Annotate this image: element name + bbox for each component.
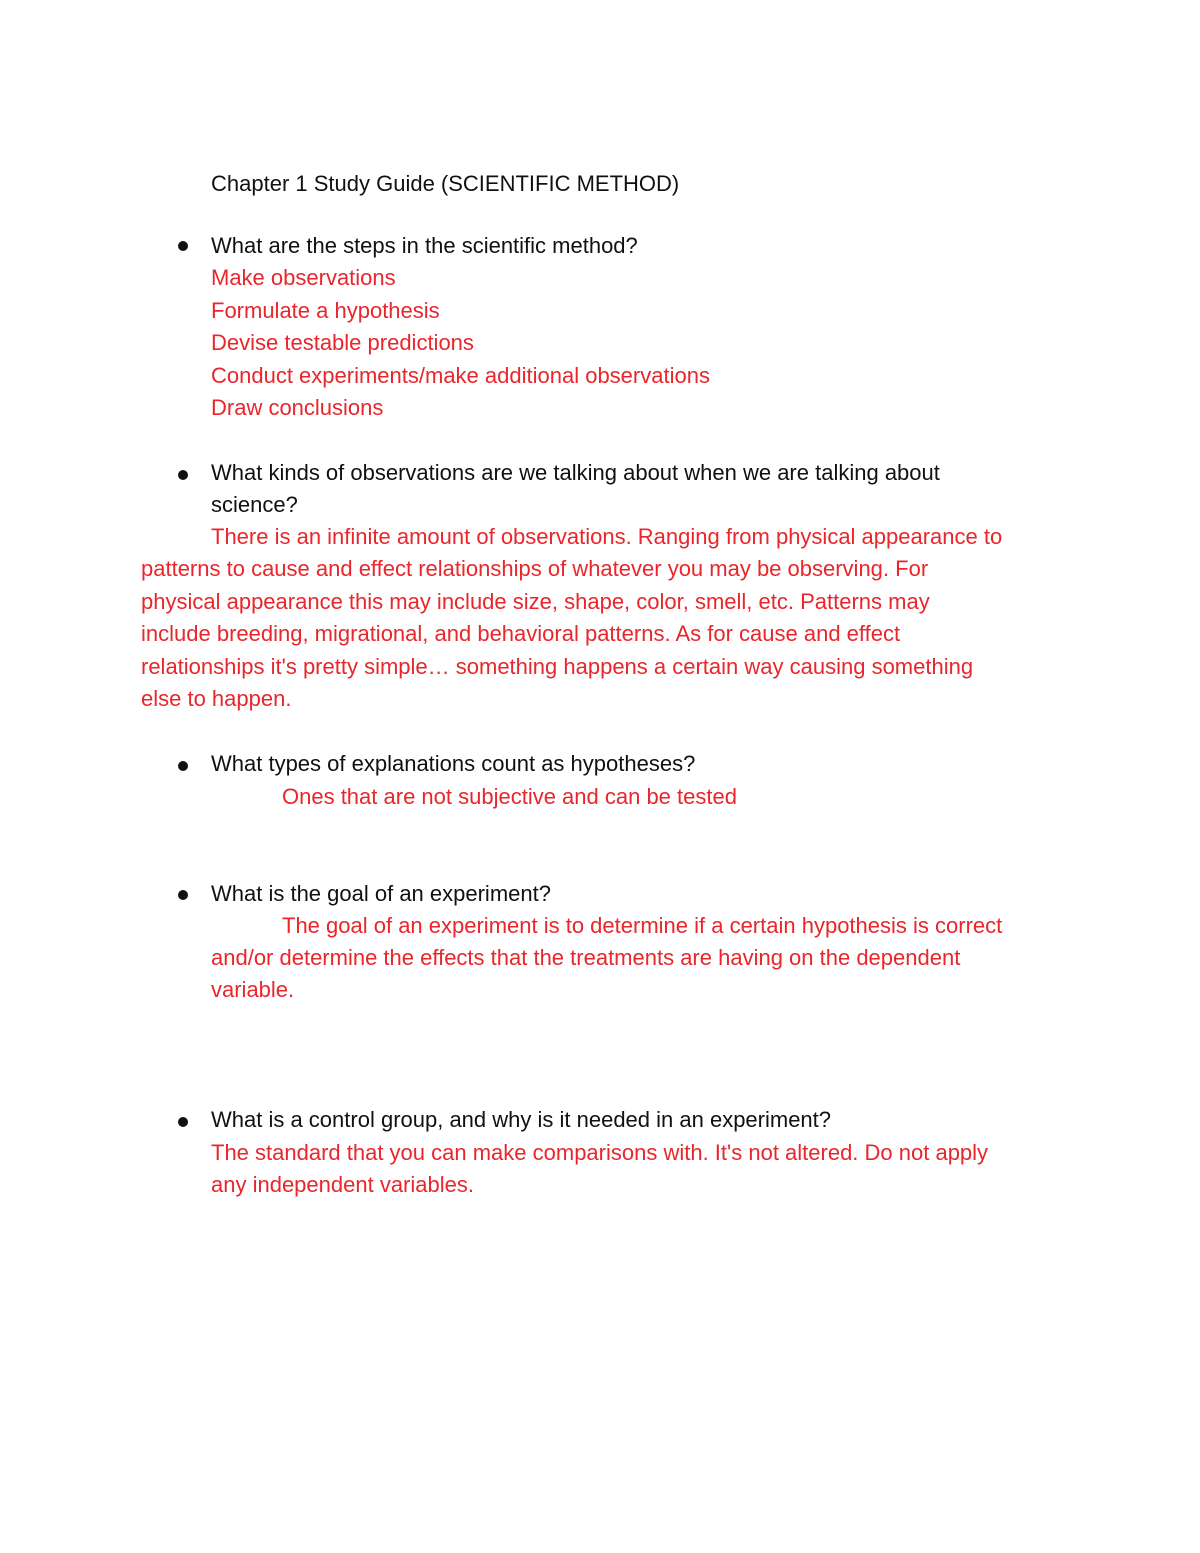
answer-1-line-1: Make observations: [211, 265, 396, 290]
answer-1-line-4: Conduct experiments/make additional observations: [211, 363, 710, 388]
answer-2-line-3: physical appearance this may include size, shape, color, smell, etc. Patterns may: [141, 589, 930, 614]
answer-2-line-4: include breeding, migrational, and behavioral patterns. As for cause and effect: [141, 621, 901, 646]
answer-1-line-2: Formulate a hypothesis: [211, 298, 440, 323]
question-5: What is a control group, and why is it needed in an experiment?: [211, 1107, 832, 1132]
bullet-icon: [178, 761, 188, 771]
answer-2-line-1: There is an infinite amount of observations. Ranging from physical appearance to: [211, 524, 1003, 549]
bullet-icon: [178, 1117, 188, 1127]
answer-4-line-1: The goal of an experiment is to determine if a certain hypothesis is correct: [282, 913, 1003, 938]
answer-3-line-1: Ones that are not subjective and can be tested: [282, 784, 737, 809]
document-title: Chapter 1 Study Guide (SCIENTIFIC METHOD): [211, 171, 680, 196]
answer-1-line-3: Devise testable predictions: [211, 330, 474, 355]
bullet-icon: [178, 890, 188, 900]
answer-4-line-3: variable.: [211, 977, 295, 1002]
answer-1-line-5: Draw conclusions: [211, 395, 384, 420]
question-2-line-2: science?: [211, 492, 298, 517]
bullet-icon: [178, 470, 188, 480]
answer-5-line-2: any independent variables.: [211, 1172, 474, 1197]
answer-4-line-2: and/or determine the effects that the treatments are having on the dependent: [211, 945, 961, 970]
answer-2-line-5: relationships it's pretty simple… something happens a certain way causing something: [141, 654, 974, 679]
question-3: What types of explanations count as hypotheses?: [211, 751, 696, 776]
question-4: What is the goal of an experiment?: [211, 881, 551, 906]
answer-2-line-6: else to happen.: [141, 686, 292, 711]
answer-5-line-1: The standard that you can make comparisons with. It's not altered. Do not apply: [211, 1140, 989, 1165]
bullet-icon: [178, 241, 188, 251]
answer-2-line-2: patterns to cause and effect relationships of whatever you may be observing. For: [141, 556, 929, 581]
question-1: What are the steps in the scientific method?: [211, 233, 638, 258]
question-2-line-1: What kinds of observations are we talking about when we are talking about: [211, 460, 940, 485]
